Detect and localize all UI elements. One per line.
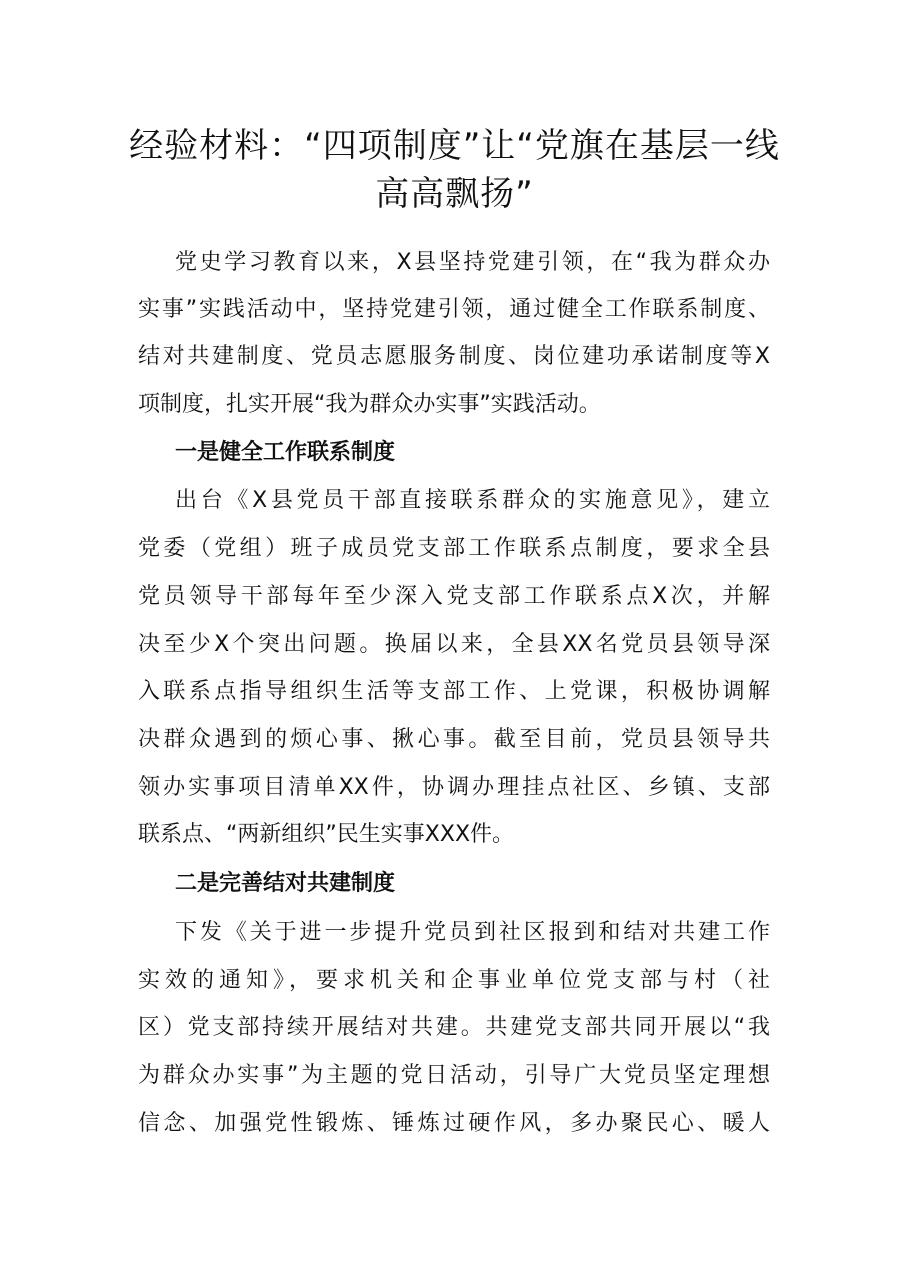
section1-line: 领办实事项目清单XX件，协调办理挂点社区、乡镇、支部	[138, 775, 770, 800]
section1-line: 联系点、“两新组织”民生实事XXX件。	[138, 822, 515, 847]
section2-line: 区）党支部持续开展结对共建。共建党支部共同开展以“我	[138, 1015, 770, 1040]
section1-line: 出台《X县党员干部直接联系群众的实施意见》，建立	[175, 488, 770, 513]
intro-line: 实事”实践活动中，坚持党建引领，通过健全工作联系制度、	[138, 297, 770, 322]
section2-line: 下发《关于进一步提升党员到社区报到和结对共建工作	[175, 920, 770, 945]
section1-line: 党委（党组）班子成员党支部工作联系点制度，要求全县	[138, 536, 770, 561]
section-heading-2: 二是完善结对共建制度	[175, 871, 396, 896]
document-title-line-1: 经验材料：“四项制度”让“党旗在基层一线	[129, 126, 780, 166]
section-heading-1: 一是健全工作联系制度	[175, 440, 396, 465]
section2-line: 为群众办实事”为主题的党日活动，引导广大党员坚定理想	[138, 1063, 770, 1088]
section2-line: 信念、加强党性锻炼、锤炼过硬作风，多办聚民心、暖人	[138, 1111, 770, 1136]
section1-line: 决群众遇到的烦心事、揪心事。截至目前，党员县领导共	[138, 727, 770, 752]
section1-line: 入联系点指导组织生活等支部工作、上党课，积极协调解	[138, 679, 770, 704]
intro-line: 党史学习教育以来，X县坚持党建引领，在“我为群众办	[175, 250, 770, 275]
section1-line: 党员领导干部每年至少深入党支部工作联系点X次，并解	[138, 584, 770, 609]
document-title-line-2: 高高飘扬”	[375, 174, 534, 214]
intro-line: 结对共建制度、党员志愿服务制度、岗位建功承诺制度等X	[138, 344, 770, 369]
section1-line: 决至少X个突出问题。换届以来，全县XX名党员县领导深	[138, 632, 770, 657]
intro-line: 项制度，扎实开展“我为群众办实事”实践活动。	[138, 392, 601, 417]
section2-line: 实效的通知》，要求机关和企事业单位党支部与村（社	[138, 968, 770, 993]
